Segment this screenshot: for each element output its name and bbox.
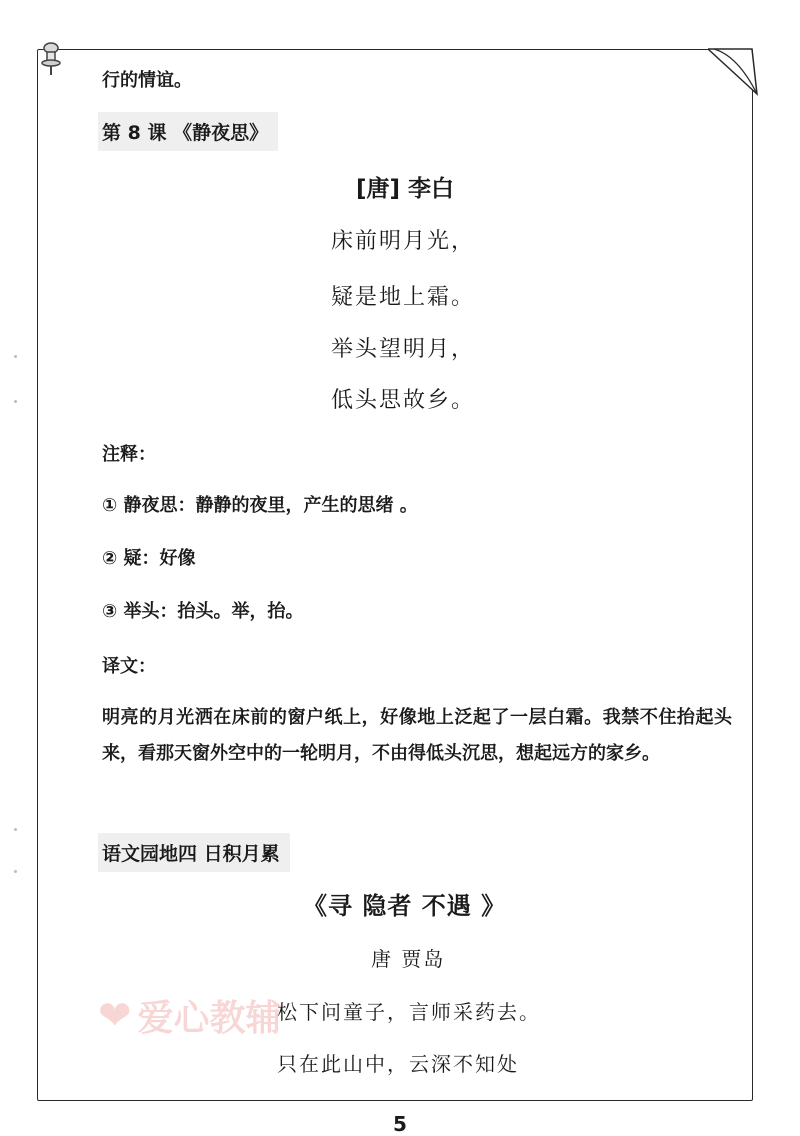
- watermark: ❤ 爱心教辅: [98, 992, 282, 1039]
- poem-author: [唐] 李白: [356, 176, 455, 202]
- lesson-heading: 第 8 课 《静夜思》: [98, 112, 278, 151]
- poem-author: 唐 贾岛: [371, 947, 446, 971]
- page-number: 5: [393, 1112, 407, 1136]
- poem-line: 松下问童子，言师采药去。: [277, 1000, 541, 1024]
- poem-title: 《寻 隐者 不遇 》: [303, 892, 507, 920]
- heart-icon: ❤: [98, 992, 132, 1039]
- margin-speck: [14, 828, 17, 831]
- note-item: ① 静夜思：静静的夜里，产生的思绪 。: [102, 495, 418, 516]
- section-heading: 语文园地四 日积月累: [98, 833, 290, 872]
- poem-line: 床前明月光，: [331, 229, 476, 254]
- margin-speck: [14, 355, 17, 358]
- note-item: ③ 举头：抬头。举，抬。: [102, 601, 304, 622]
- poem-line: 疑是地上霜。: [331, 285, 476, 310]
- poem-line: 举头望明月，: [331, 337, 476, 362]
- poem-line: 低头思故乡。: [331, 388, 476, 413]
- top-line-text: 行的情谊。: [102, 70, 192, 91]
- margin-speck: [14, 400, 17, 403]
- translation-heading: 译文：: [102, 656, 156, 677]
- page-fold-corner: [708, 46, 760, 98]
- note-item: ② 疑：好像: [102, 548, 196, 569]
- pushpin-icon: [38, 40, 64, 76]
- translation-text: 明亮的月光洒在床前的窗户纸上，好像地上泛起了一层白霜。我禁不住抬起头来，看那天窗外空中的一轮明月，不由得低头沉思，想起远方的家乡。: [102, 707, 732, 764]
- poem-line: 只在此山中，云深不知处: [277, 1052, 519, 1076]
- notes-heading: 注释：: [102, 444, 156, 465]
- margin-speck: [14, 870, 17, 873]
